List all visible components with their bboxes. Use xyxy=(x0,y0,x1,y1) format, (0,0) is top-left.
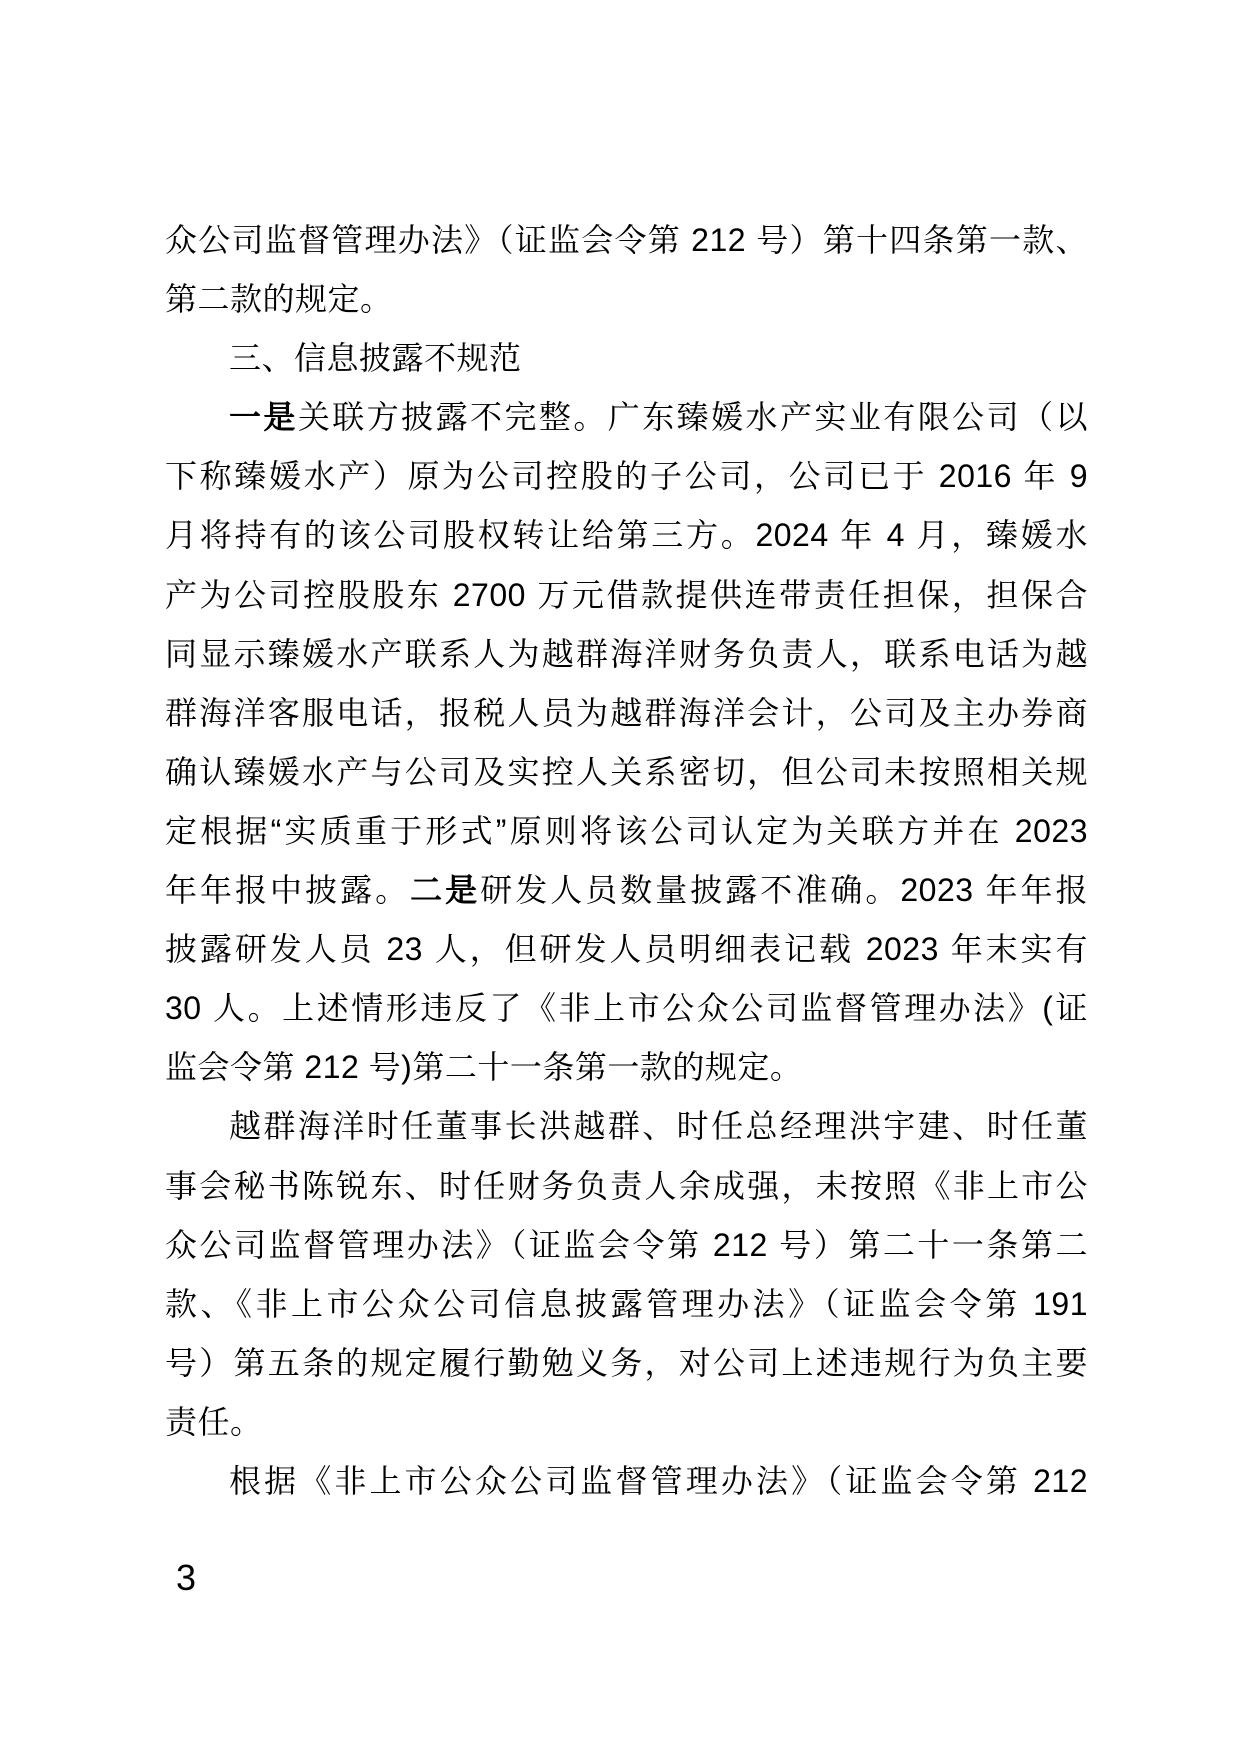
text-line: 事会秘书陈锐东、时任财务负责人余成强，未按照《非上市公 xyxy=(165,1167,1088,1204)
text-line: 根据《非上市公众公司监督管理办法》（证监会令第 212 xyxy=(229,1462,1088,1499)
text-line: 月将持有的该公司股权转让给第三方。2024 年 4 月，臻媛水 xyxy=(165,517,1088,554)
section-heading: 三、信息披露不规范 xyxy=(229,340,522,377)
text-line: 号）第五条的规定履行勤勉义务，对公司上述违规行为负主要 xyxy=(165,1344,1088,1381)
text-line: 众公司监督管理办法》（证监会令第 212 号）第十四条第一款、 xyxy=(165,222,1088,258)
text-line: 下称臻媛水产）原为公司控股的子公司，公司已于 2016 年 9 xyxy=(165,458,1088,495)
text-line: 确认臻媛水产与公司及实控人关系密切，但公司未按照相关规 xyxy=(165,753,1088,790)
text-line: 监会令第 212 号)第二十一条第一款的规定。 xyxy=(165,1049,803,1086)
text-line: 产为公司控股股东 2700 万元借款提供连带责任担保，担保合 xyxy=(165,576,1088,613)
document-body xyxy=(165,211,1088,1511)
bold-run: 一是 xyxy=(229,399,298,436)
text-line: 款、《非上市公众公司信息披露管理办法》（证监会令第 191 xyxy=(165,1285,1088,1322)
text-run: 年年报中披露。 xyxy=(165,872,411,909)
text-line: 同显示臻媛水产联系人为越群海洋财务负责人，联系电话为越 xyxy=(165,635,1088,672)
text-line: 越群海洋时任董事长洪越群、时任总经理洪宇建、时任董 xyxy=(229,1108,1088,1145)
bold-run: 二是 xyxy=(410,872,481,909)
text-line: 定根据“实质重于形式”原则将该公司认定为关联方并在 2023 xyxy=(165,812,1088,849)
text-line: 30 人。上述情形违反了《非上市公众公司监督管理办法》(证 xyxy=(165,990,1088,1027)
text-line: 第二款的规定。 xyxy=(165,281,393,318)
text-line: 责任。 xyxy=(165,1403,263,1440)
text-line: 群海洋客服电话，报税人员为越群海洋会计，公司及主办券商 xyxy=(165,694,1088,731)
text-run: 研发人员数量披露不准确。2023 年年报 xyxy=(480,872,1088,909)
text-line: 众公司监督管理办法》（证监会令第 212 号）第二十一条第二 xyxy=(165,1226,1088,1263)
text-line xyxy=(165,388,1088,447)
text-line: 披露研发人员 23 人，但研发人员明细表记载 2023 年末实有 xyxy=(165,931,1088,968)
text-run: 关联方披露不完整。广东臻媛水产实业有限公司（以 xyxy=(297,399,1088,436)
page-number: 3 xyxy=(176,1557,197,1598)
text-line xyxy=(165,861,1088,920)
